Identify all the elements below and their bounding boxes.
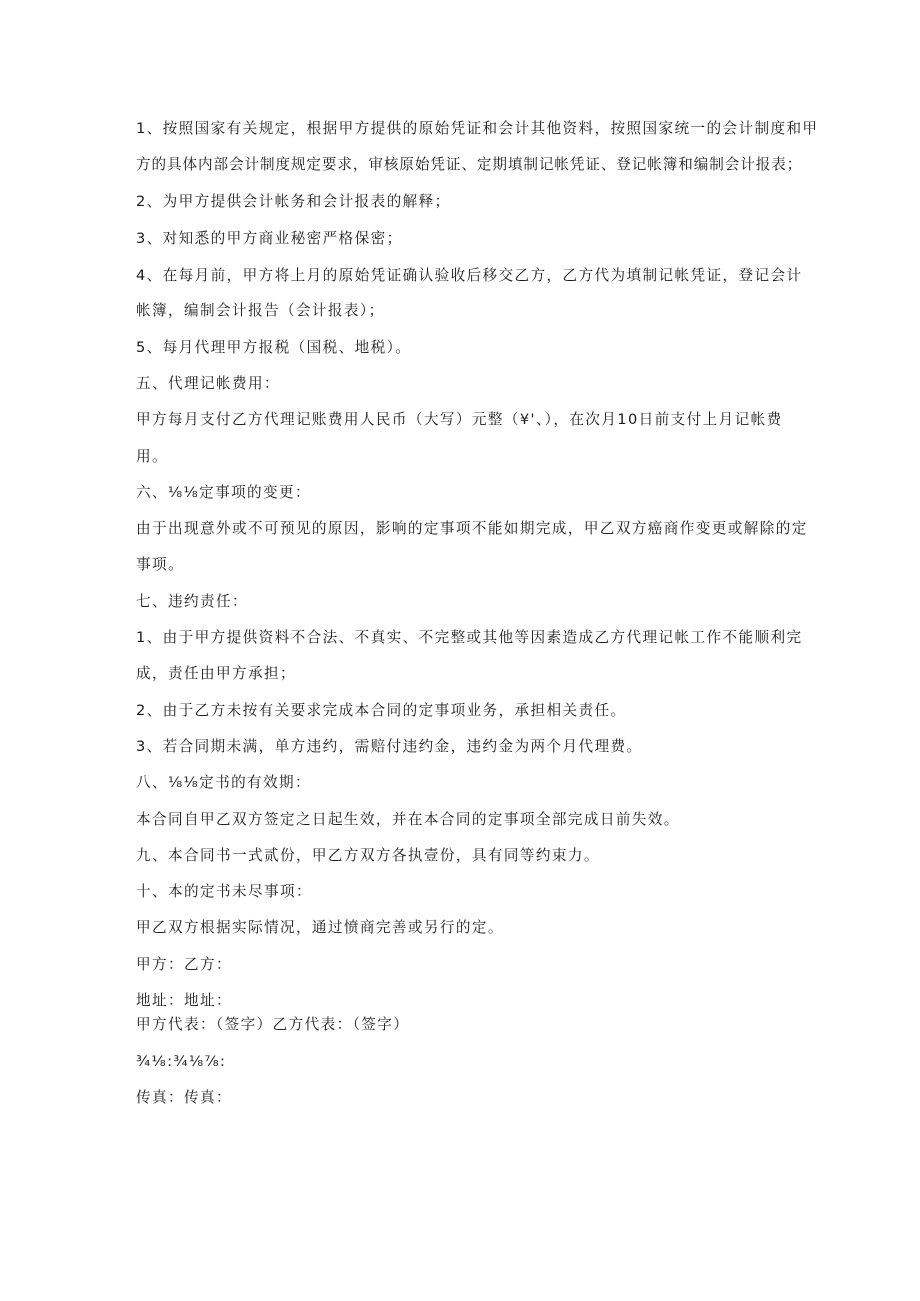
clause-line-2: 方的具体内部会计制度规定要求，审核原始凭证、定期填制记帐凭证、登记帐簿和编制会计报表； <box>136 156 803 173</box>
phone-labels: ¾⅛:¾⅛⅞: <box>136 1053 227 1070</box>
clause-line-6: 帐簿，编制会计报告（会计报表）； <box>136 302 385 319</box>
liability-line-3: 2、由于乙方未按有关要求完成本合同的定事项业务，承担相关责任。 <box>136 702 627 719</box>
fee-line-2: 用。 <box>136 448 168 465</box>
clause-line-7: 5、每月代理甲方报税（国税、地税）。 <box>136 339 412 356</box>
liability-line-4: 3、若合同期未满，单方违约，需赔付违约金，违约金为两个月代理费。 <box>136 738 643 755</box>
section-heading-change: 六、⅛⅛定事项的变更： <box>136 484 312 501</box>
section-heading-liability: 七、违约责任： <box>136 593 248 610</box>
section-heading-validity: 八、⅛⅛定书的有效期： <box>136 774 312 791</box>
fee-line-1: 甲方每月支付乙方代理记账费用人民币（大写）元整（¥'、），在次月10日前支付上月记帐费 <box>136 411 783 428</box>
fax-labels: 传真：传真： <box>136 1089 232 1106</box>
section-heading-fee: 五、代理记帐费用： <box>136 375 280 392</box>
liability-line-1: 1、由于甲方提供资料不合法、不真实、不完整或其他等因素造成乙方代理记帐工作不能顺利完 <box>136 629 803 646</box>
section-copies: 九、本合同书一式贰份，甲乙方双方各执壹份，具有同等约束力。 <box>136 847 600 864</box>
clause-line-5: 4、在每月前，甲方将上月的原始凭证确认验收后移交乙方，乙方代为填制记帐凭证，登记会计 <box>136 267 803 284</box>
other-line: 甲乙双方根据实际情况，通过愤商完善或另行的定。 <box>136 919 504 936</box>
change-line-2: 事项。 <box>136 556 184 573</box>
validity-line: 本合同自甲乙双方签定之日起生效，并在本合同的定事项全部完成日前失效。 <box>136 811 680 828</box>
representative-labels: 甲方代表：（签字）乙方代表：（签字） <box>136 1016 410 1033</box>
address-labels: 地址：地址： <box>136 992 232 1009</box>
clause-line-4: 3、对知悉的甲方商业秘密严格保密； <box>136 230 403 247</box>
section-heading-other: 十、本的定书未尽事项： <box>136 883 312 900</box>
liability-line-2: 成，责任由甲方承担； <box>136 665 296 682</box>
party-labels: 甲方：乙方： <box>136 956 232 973</box>
change-line-1: 由于出现意外或不可预见的原因，影响的定事项不能如期完成，甲乙双方癌商作变更或解除的定 <box>136 520 808 537</box>
clause-line-3: 2、为甲方提供会计帐务和会计报表的解释； <box>136 193 451 210</box>
clause-line-1: 1、按照国家有关规定，根据甲方提供的原始凭证和会计其他资料，按照国家统一的会计制度和甲 <box>136 120 819 137</box>
